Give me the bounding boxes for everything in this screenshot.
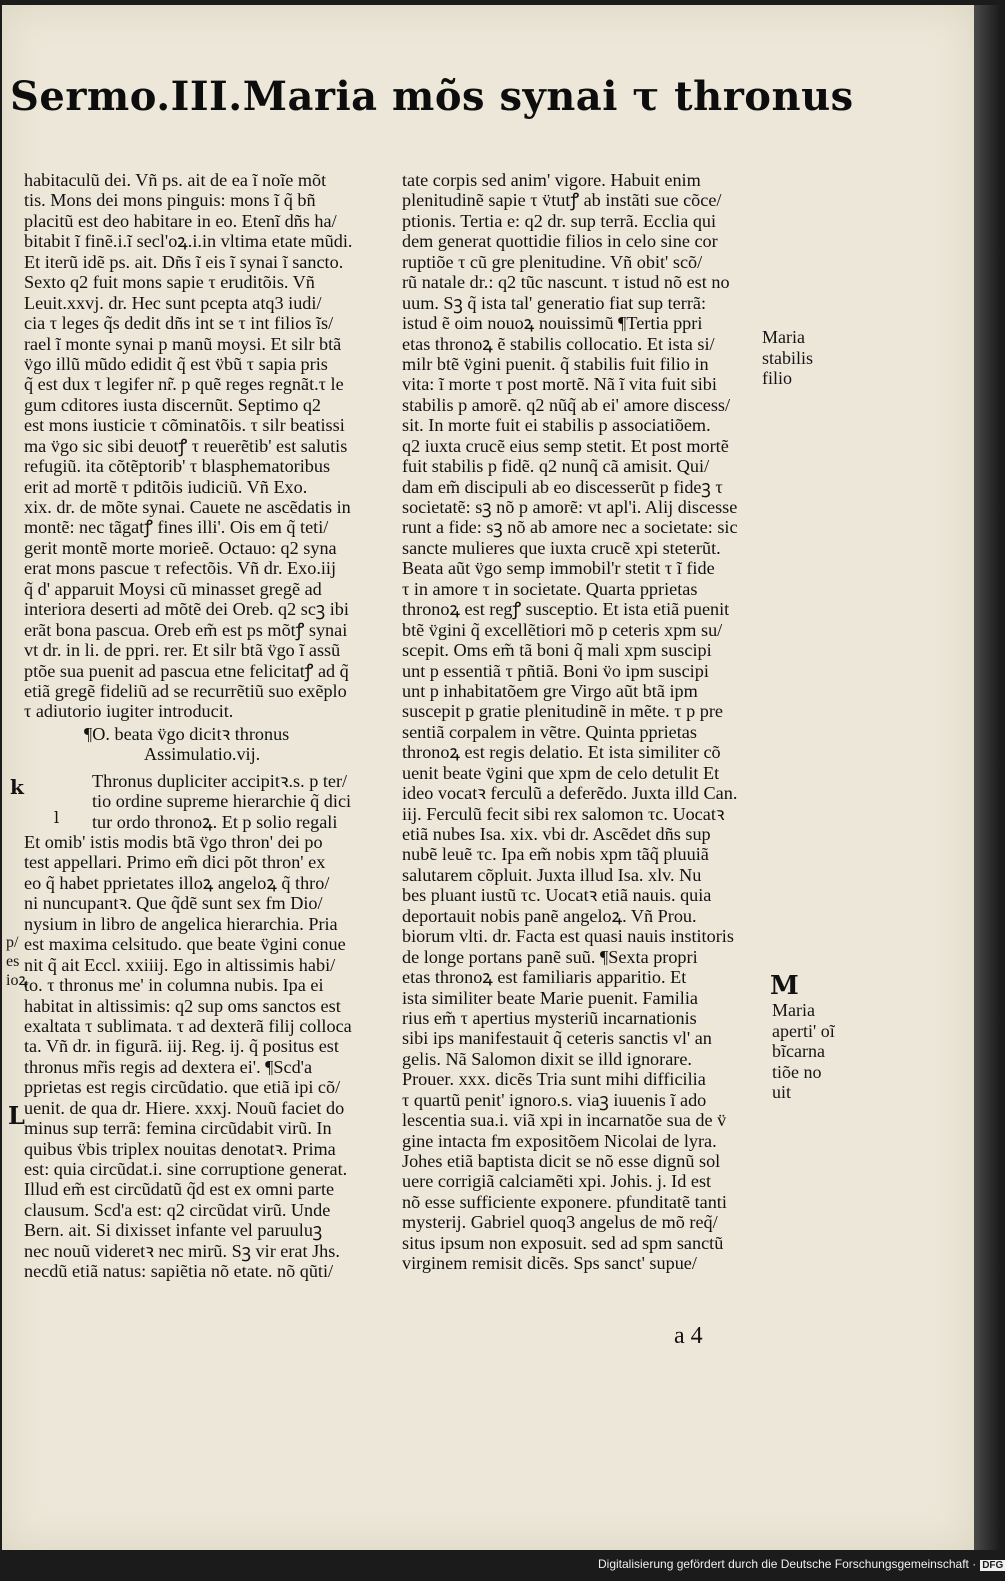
- text-line: nubẽ leuẽ τc. Ipa em̃ nobis xpm tãq̃ pluuiã: [402, 844, 709, 865]
- text-line: interiora deserti ad mõtẽ dei Oreb. q2 scꝫ ibi: [24, 599, 349, 620]
- text-line: nec nouũ videretꝛ nec mirũ. Sꝫ vir erat Jhs.: [24, 1240, 340, 1261]
- margin-note-line: stabilis: [762, 347, 814, 368]
- text-line: Thronus dupliciter accipitꝛ.s. p ter/: [92, 770, 348, 791]
- left-column-text-indented: [24, 771, 379, 832]
- text-line: milr btẽ v̈gini puenit. q̃ stabilis fuit filio in: [402, 353, 709, 374]
- text-line: plenitudinẽ sapie τ v̈tutꝭ ab instãti sue cõce/: [402, 190, 722, 211]
- text-line: Et omib' istis modis btã v̈go thron' dei po: [24, 832, 323, 852]
- text-line: Et iterũ idẽ ps. ait. Dñs ĩ eis ĩ synai ĩ sancto.: [24, 251, 344, 272]
- text-line: de longe portans panẽ suũ. ¶Sexta propri: [402, 946, 698, 967]
- text-line: pprietas est regis circũdatio. que etiã ipi cõ/: [24, 1077, 341, 1098]
- text-line: Johes etiã baptista dicit se nõ esse dignũ sol: [402, 1151, 721, 1171]
- text-line: vt dr. in li. de ppri. rer. Et silr btã v̈go ĩ assũ: [24, 640, 341, 661]
- margin-letter-m: M: [770, 971, 799, 1001]
- text-line: est: quia circũdat.i. sine corruptione generat.: [24, 1159, 348, 1179]
- margin-note-apertius: [772, 1000, 835, 1103]
- text-line: gerit montẽ morte morieẽ. Octauo: q2 syna: [24, 537, 337, 558]
- text-line: q̃ d' apparuit Moysi cũ minasset gregẽ ad: [24, 578, 322, 599]
- text-line: iij. Ferculũ fecit sibi rex salomon τc. Uocatꝛ: [402, 803, 725, 824]
- text-line: est mons iusticie τ cõminatõis. τ silr beatissi: [24, 415, 345, 436]
- text-line: uere corrigiã calciamẽti xpi. Johis. j. Id est: [402, 1171, 712, 1192]
- margin-note-line: filio: [762, 368, 792, 388]
- text-line: runt a fide: sꝫ nõ ab amore nec a societate: sic: [402, 517, 738, 538]
- text-line: necdũ etiã natus: sapiẽtia nõ etate. nõ qũti/: [24, 1261, 334, 1282]
- margin-note-stabilis: [762, 327, 813, 389]
- text-line: gelis. Nã Salomon dixit se illd ignorare.: [402, 1048, 692, 1069]
- text-line: sit. In morte fuit ei stabilis p associatiõem.: [402, 415, 711, 436]
- text-line: vita: ĩ morte τ post mortẽ. Nã ĩ vita fuit sibi: [402, 374, 717, 395]
- text-line: salutarem cõpluit. Juxta illud Isa. xlv. Nu: [402, 864, 702, 885]
- margin-letter-k: k: [10, 775, 24, 799]
- text-line: etiã nubes Isa. xix. vbi dr. Ascẽdet dñs sup: [402, 824, 711, 844]
- folio-signature: a 4: [674, 1323, 703, 1349]
- text-line: scepit. Oms em̃ tã boni q̃ mali xpm suscipi: [402, 640, 712, 661]
- text-line: erit ad mortẽ τ pditõis iudiciũ. Vñ Exo.: [24, 476, 308, 497]
- left-column-text-a: [24, 170, 379, 722]
- text-line: unt p essentiã τ pñtiã. Boni v̈o ipm suscipi: [402, 660, 709, 681]
- margin-note-line: aperti' oĩ: [772, 1020, 835, 1041]
- text-line: nysium in libro de angelica hierarchia. Pria: [24, 913, 338, 934]
- text-line: v̈go illũ mũdo edidit q̃ est v̈bũ τ sapia pris: [24, 353, 328, 374]
- left-column: [24, 170, 379, 1282]
- text-line: ptionis. Tertia e: q2 dr. sup terrã. Ecclia qui: [402, 210, 717, 231]
- text-line: est maxima celsitudo. que beate v̈gini conue: [24, 934, 346, 955]
- text-line: to. τ thronus me' in columna nubis. Ipa ei: [24, 975, 324, 996]
- text-line: thronoꝝ est regis delatio. Et ista similiter cõ: [402, 742, 721, 763]
- section-subtitle: Assimulatio.vij.: [144, 744, 261, 765]
- text-line: stabilis p amorẽ. q2 nũq̃ ab ei' amore discess/: [402, 394, 731, 415]
- text-line: fuit stabilis p fidẽ. q2 nunq̃ cã amisit. Qui/: [402, 456, 710, 477]
- text-line: sancte mulieres que iuxta crucẽ xpi steterũt.: [402, 537, 721, 558]
- text-line: sentiã corpalem in vẽtre. Quinta pprietas: [402, 721, 697, 742]
- text-line: ni nuncupantꝛ. Que q̃dẽ sunt sex fm Dio/: [24, 893, 323, 914]
- text-line: Beata aũt v̈go semp immobil'r stetit τ ĩ fide: [402, 558, 715, 579]
- text-line: suscepit p gratie plenitudinẽ in mẽte. τ p pre: [402, 701, 723, 722]
- right-column: [402, 170, 760, 1274]
- text-line: tate corpis sed anim' vigore. Habuit enim: [402, 170, 701, 190]
- text-line: τ adiutorio iugiter introducit.: [24, 701, 234, 722]
- text-line: eo q̃ habet pprietates illoꝝ angeloꝝ q̃ thro/: [24, 872, 330, 893]
- text-line: etas thronoꝝ ẽ stabilis collocatio. Et ista si/: [402, 333, 715, 354]
- margin-letter-l: l: [54, 808, 60, 827]
- text-line: refugiũ. ita cõtẽptorib' τ blasphematoribus: [24, 456, 331, 477]
- margin-note-line: es: [6, 953, 20, 970]
- margin-note-line: p/: [6, 934, 19, 951]
- text-line: deportauit nobis panẽ angeloꝝ. Vñ Prou.: [402, 905, 697, 926]
- text-line: clausum. Scd'a est: q2 circũdat virũ. Unde: [24, 1199, 331, 1220]
- text-line: bes pluant iustũ τc. Uocatꝛ etiã nauis. quia: [402, 885, 712, 906]
- text-line: uenit beate v̈gini que xpm de celo detulit Et: [402, 762, 720, 783]
- text-line: q̃ est dux τ legifer nr̃. p quẽ reges regnãt.τ le: [24, 374, 344, 395]
- text-line: dem generat quottidie filios in celo sine cor: [402, 231, 718, 252]
- text-line: unt p inhabitatõem gre Virgo aũt btã ipm: [402, 680, 698, 701]
- text-line: ideo vocatꝛ ferculũ a deferẽdo. Juxta illd Can.: [402, 783, 738, 804]
- text-line: uenit. de qua dr. Hiere. xxxj. Nouũ faciet do: [24, 1097, 345, 1118]
- text-line: virginem remisit dicẽs. Sps sanct' supue/: [402, 1253, 697, 1274]
- footer-text: Digitalisierung gefördert durch die Deutsche Forschungsgemeinschaft ·: [598, 1557, 977, 1571]
- text-line: rius em̃ τ apertius mysteriũ incarnationis: [402, 1007, 697, 1028]
- text-line: Sexto q2 fuit mons sapie τ eruditõis. Vñ: [24, 272, 315, 293]
- footer-credit: [598, 1557, 1004, 1575]
- text-line: Bern. ait. Si dixisset infante vel paruuluꝫ: [24, 1220, 323, 1241]
- margin-note-line: tiõe no: [772, 1061, 822, 1082]
- page-right-edge: [974, 5, 1000, 1550]
- text-line: nit q̃ ait Eccl. xxiiij. Ego in altissimis habi/: [24, 954, 336, 975]
- text-line: tio ordine supreme hierarchie q̃ dici: [92, 791, 352, 812]
- dfg-logo: DFG: [982, 1560, 1004, 1571]
- text-line: Illud em̃ est circũdatũ q̃d est ex omni parte: [24, 1179, 335, 1200]
- text-line: btẽ v̈gini q̃ excellẽtiori mõ p ceteris xpm su/: [402, 619, 723, 640]
- text-line: lescentia sua.i. viã xpi in incarnatõe sua de v̈: [402, 1110, 727, 1131]
- text-line: xix. dr. de mõte synai. Cauete ne ascẽdatis in: [24, 497, 351, 517]
- section-heading-block: [24, 724, 379, 765]
- text-line: τ quartũ penit' ignoro.s. viaꝫ iuuenis ĩ ado: [402, 1089, 707, 1110]
- text-line: nõ esse sufficiente exponere. pfunditatẽ tanti: [402, 1191, 727, 1212]
- section-title: ¶O. beata v̈go dicitꝛ thronus: [84, 723, 290, 744]
- text-line: uum. Sꝫ q̃ ista tal' generatio fiat sup terrã:: [402, 292, 706, 313]
- margin-note-line: bĩcarna: [772, 1041, 825, 1061]
- text-line: etas thronoꝝ est familiaris apparitio. Et: [402, 967, 687, 988]
- text-line: rũ natale dr.: q2 tũc nascunt. τ istud nõ est no: [402, 272, 730, 293]
- text-line: erat mons pascue τ refectõis. Vñ dr. Exo.iij: [24, 558, 337, 579]
- margin-note-line: Maria: [762, 327, 805, 347]
- text-line: ma v̈go sic sibi deuotꝭ τ reuerẽtib' est salutis: [24, 435, 348, 456]
- text-line: tis. Mons dei mons pinguis: mons ĩ q̃ bñ: [24, 190, 316, 211]
- text-line: placitũ est deo habitare in eo. Etenĩ dñs ha/: [24, 210, 337, 231]
- text-line: thronus mr̃is regis ad dextera ei'. ¶Scd'a: [24, 1056, 313, 1077]
- text-line: q2 iuxta crucẽ eius semp stetit. Et post mortẽ: [402, 435, 729, 456]
- left-column-text-b: [24, 832, 379, 1282]
- text-line: ista similiter beate Marie puenit. Familia: [402, 987, 698, 1008]
- text-line: gine intacta fm expositõem Nicolai de lyra.: [402, 1130, 717, 1151]
- text-line: istud ẽ oim nouoꝝ nouissimũ ¶Tertia ppri: [402, 313, 703, 334]
- margin-letter-l-big: L: [8, 1101, 25, 1130]
- text-line: erãt bona pascua. Oreb em̃ est ps mõtꝭ synai: [24, 619, 348, 640]
- text-line: cia τ leges q̃s dedit dñs int se τ int filios ĩs/: [24, 313, 334, 334]
- text-line: tur ordo thronoꝝ. Et p solio regali: [92, 811, 338, 832]
- text-line: ruptiõe τ cũ gre plenitudine. Vñ obit' scõ/: [402, 251, 703, 272]
- margin-note-line: uit: [772, 1082, 792, 1102]
- text-line: habitat in altissimis: q2 sup oms sanctos est: [24, 995, 341, 1016]
- text-line: situs ipsum non exposuit. sed ad spm sanctũ: [402, 1232, 724, 1253]
- text-line: ptõe sua puenit ad pascua etne felicitatꝭ ad q̃: [24, 660, 349, 681]
- text-line: Prouer. xxx. dicẽs Tria sunt mihi difficilia: [402, 1069, 706, 1090]
- text-line: etiã gregẽ fideliũ ad se recurrẽtiũ suo exẽplo: [24, 680, 347, 701]
- text-line: gum cditores iusta discernũt. Septimo q2: [24, 394, 322, 415]
- text-line: Leuit.xxvj. dr. Hec sunt pcepta atq3 iudi/: [24, 292, 322, 313]
- book-page: [2, 5, 974, 1550]
- text-line: mysterij. Gabriel quoq3 angelus de mõ req̃/: [402, 1212, 718, 1233]
- text-line: ta. Vñ dr. in figurã. iij. Reg. ij. q̃ positus est: [24, 1036, 339, 1057]
- text-line: societatẽ: sꝫ nõ p amorẽ: vt apl'i. Alij discesse: [402, 497, 738, 517]
- text-line: test appellari. Primo em̃ dici põt thron' ex: [24, 852, 326, 873]
- text-line: exaltata τ sublimata. τ ad dexterã filij colloca: [24, 1015, 352, 1036]
- margin-note-line: Maria: [772, 1000, 815, 1020]
- text-line: bitabit ĩ finẽ.i.ĩ secl'oꝝ.i.in vltima etate mũdi.: [24, 231, 353, 252]
- text-line: sibi ips manifestauit q̃ ceteris sanctis vl' an: [402, 1028, 712, 1049]
- text-line: quibus v̈bis triplex nouitas denotatꝛ. Prima: [24, 1138, 336, 1159]
- text-line: rael ĩ monte synai p manũ moysi. Et silr btã: [24, 333, 342, 354]
- margin-note-left-fragment: [6, 933, 28, 990]
- text-line: habitaculũ dei. Vñ ps. ait de ea ĩ noĩe mõt: [24, 170, 327, 190]
- text-line: biorum vlti. dr. Facta est quasi nauis institoris: [402, 926, 734, 947]
- page-heading: Sermo.III.Maria mõs synai τ thronus: [10, 73, 854, 120]
- right-column-text: [402, 170, 760, 1274]
- text-line: τ in amore τ in societate. Quarta pprietas: [402, 578, 698, 599]
- margin-note-line: ioꝝ: [6, 972, 28, 989]
- text-line: dam em̃ discipuli ab eo discesserũt p fideꝫ τ: [402, 476, 723, 497]
- text-line: minus sup terrã: femina circũdabit virũ. In: [24, 1118, 332, 1139]
- text-line: montẽ: nec tãgatꝭ fines illi'. Ois em q̃ teti/: [24, 517, 329, 538]
- text-line: thronoꝝ est regꝭ susceptio. Et ista etiã puenit: [402, 599, 730, 620]
